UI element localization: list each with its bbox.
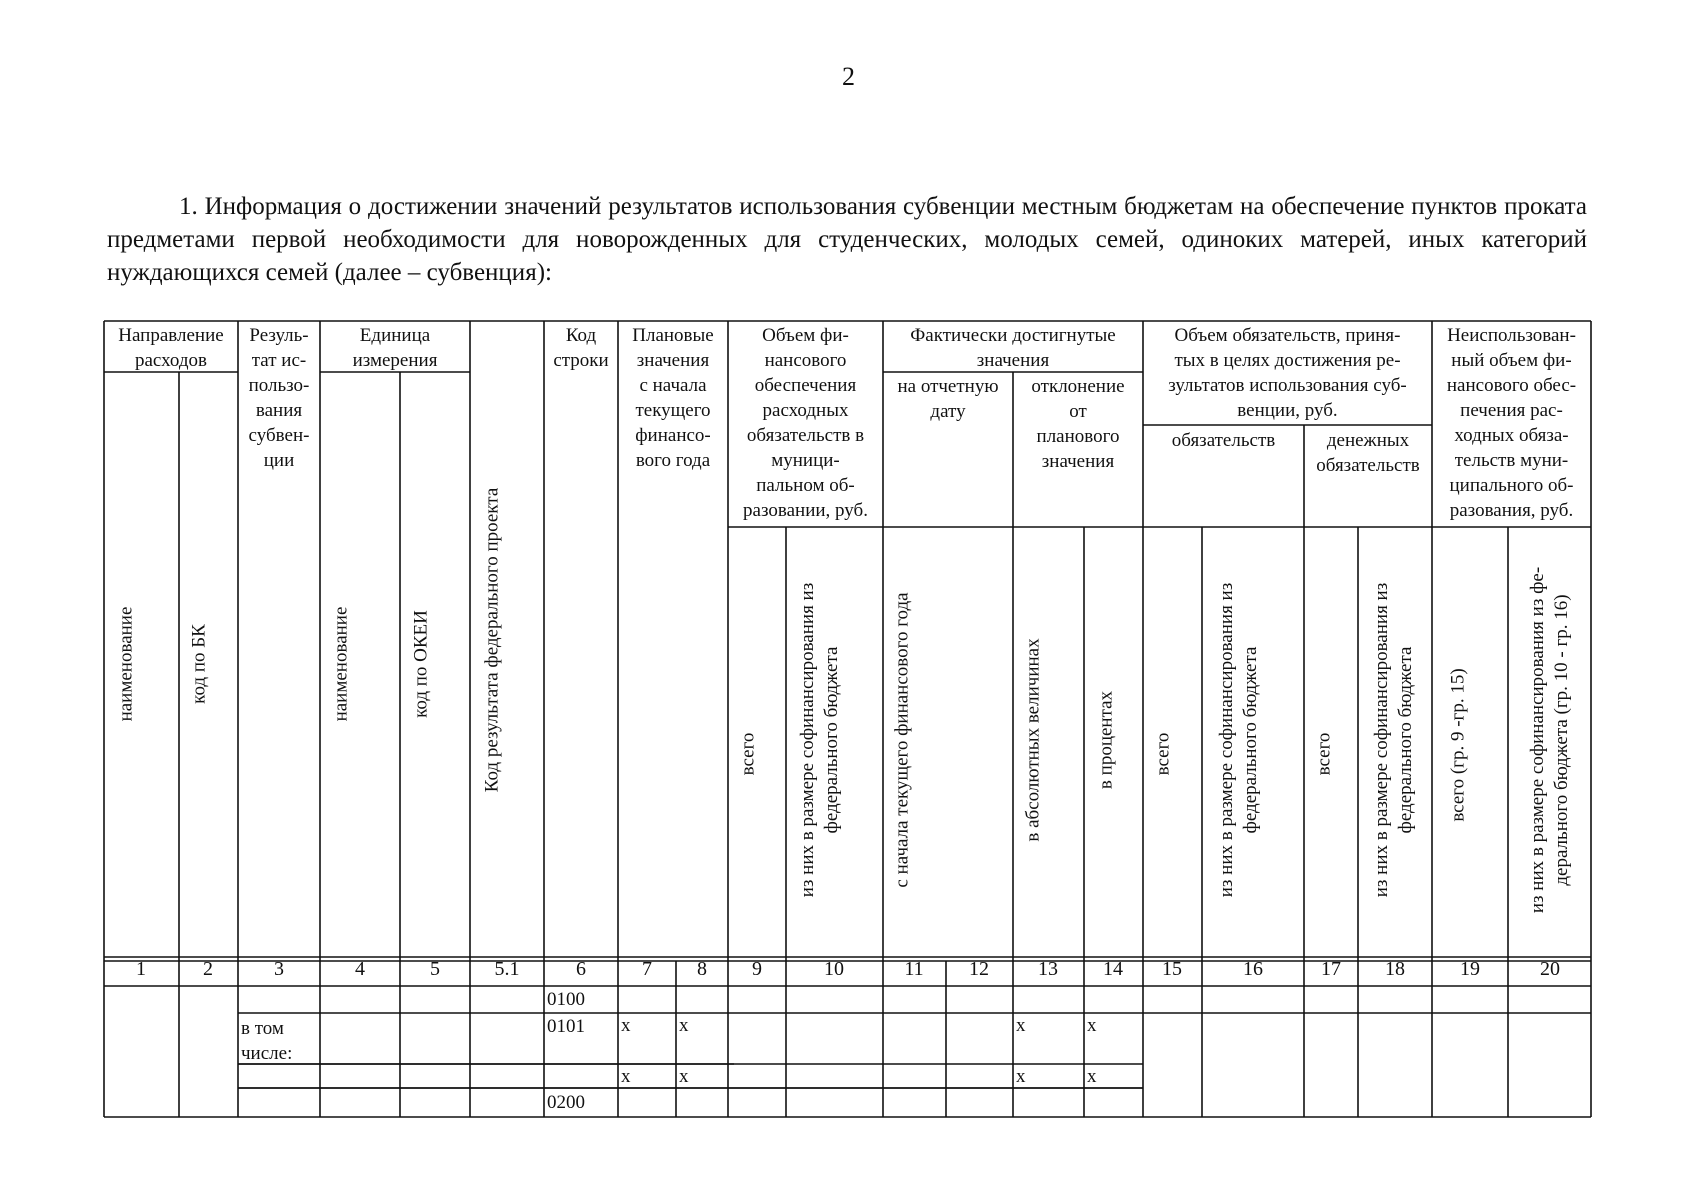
header-rezultat-line4: вания xyxy=(255,400,303,421)
header-otklonenie-line4: значения xyxy=(1041,451,1115,472)
vheader-s-nachala: с начала текущего финансового года xyxy=(891,592,913,888)
header-obem-obyaz-line4: венции, руб. xyxy=(1237,400,1338,421)
header-obem-obyaz-line3: зультатов использования суб- xyxy=(1168,375,1407,396)
header-edinica-line1: Единица xyxy=(359,325,431,346)
header-napravlenie-line2: расходов xyxy=(135,350,207,371)
col-num-12: 12 xyxy=(969,958,989,980)
col-num-15: 15 xyxy=(1162,958,1182,980)
header-planovye-line5: финансо- xyxy=(635,425,711,446)
vheader-iz-nih-18-line2: федерального бюджета xyxy=(1395,646,1416,834)
header-planovye-line6: вого года xyxy=(635,450,711,471)
col-num-10: 10 xyxy=(824,958,844,980)
header-kod-stroki-line2: строки xyxy=(553,350,609,371)
header-na-otchetnuyu-line1: на отчетную xyxy=(897,376,999,397)
header-napravlenie-line1: Направление xyxy=(118,325,224,346)
header-neispolz-line7: ципального об- xyxy=(1449,475,1574,496)
header-obyazatelstv: обязательств xyxy=(1171,430,1276,451)
row-code-0200: 0200 xyxy=(547,1092,585,1113)
row-code-0101: 0101 xyxy=(547,1016,585,1037)
x-mark: x xyxy=(679,1066,689,1087)
header-obem-fin-line5: обязательств в xyxy=(746,425,865,446)
col-num-5: 5 xyxy=(430,958,440,980)
header-na-otchetnuyu xyxy=(883,374,1013,424)
x-mark: x xyxy=(621,1066,631,1087)
col-num-14: 14 xyxy=(1103,958,1123,980)
x-mark: x xyxy=(679,1015,689,1036)
header-kod-stroki-line1: Код xyxy=(565,325,597,346)
col-num-8: 8 xyxy=(697,958,707,980)
vheader-iz-nih-16 xyxy=(1215,583,1263,897)
vheader-iz-nih-18-line1: из них в размере софинансирования из xyxy=(1371,582,1392,898)
header-obem-fin-line4: расходных xyxy=(762,400,849,421)
header-denezhnyh xyxy=(1304,428,1432,478)
intro-paragraph: 1. Информация о достижении значений результатов использования субвенции местным бюджетам на обеспечение пунктов проката предметами первой необходимости для новорожденных для студенческих, молодых семей, одиноких матерей, иных категорий нуждающихся семей (далее – субвенция): xyxy=(107,193,1587,286)
vheader-vsego-19: всего (гр. 9 -гр. 15) xyxy=(1447,668,1469,822)
header-rezultat xyxy=(238,323,320,473)
vheader-naimenovanie-1: наименование xyxy=(115,606,137,722)
vheader-v-procentah: в процентах xyxy=(1095,690,1117,790)
header-otklonenie-line2: от xyxy=(1069,401,1087,422)
col-num-20: 20 xyxy=(1540,958,1560,980)
vheader-iz-nih-10 xyxy=(796,583,844,897)
col-num-5-1: 5.1 xyxy=(494,958,520,980)
header-planovye xyxy=(618,323,728,473)
header-fakticheski xyxy=(883,323,1143,373)
vheader-kod-bk: код по БК xyxy=(188,624,210,704)
vheader-iz-nih-20-line1: из них в размере софинансирования из фе- xyxy=(1527,566,1548,914)
vheader-iz-nih-10-line2: федерального бюджета xyxy=(821,646,842,834)
header-fakticheski-line1: Фактически достигнутые xyxy=(910,325,1116,346)
col-num-19: 19 xyxy=(1460,958,1480,980)
header-neispolz-line5: ходных обяза- xyxy=(1454,425,1569,446)
header-rezultat-line5: субвен- xyxy=(248,425,310,446)
x-mark: x xyxy=(1016,1066,1026,1087)
header-planovye-line4: текущего xyxy=(635,400,711,421)
header-rezultat-line6: ции xyxy=(263,450,295,471)
col-num-16: 16 xyxy=(1243,958,1263,980)
header-planovye-line1: Плановые xyxy=(632,325,714,346)
row-v-tom-chisle-line1: в том xyxy=(241,1018,284,1039)
vheader-vsego-9: всего xyxy=(737,732,759,776)
header-otklonenie xyxy=(1013,374,1143,474)
header-fakticheski-line2: значения xyxy=(976,350,1050,371)
x-mark: x xyxy=(1087,1015,1097,1036)
header-obem-obyaz-line2: тых в целях достижения ре- xyxy=(1174,350,1401,371)
header-rezultat-line1: Резуль- xyxy=(249,325,309,346)
header-neispolz-line2: ный объем фи- xyxy=(1451,350,1572,371)
header-na-otchetnuyu-line2: дату xyxy=(930,401,966,422)
col-num-11: 11 xyxy=(904,958,924,980)
header-kod-stroki xyxy=(544,323,618,373)
vheader-iz-nih-20 xyxy=(1526,567,1574,913)
x-mark: x xyxy=(1016,1015,1026,1036)
header-obem-fin-line3: обеспечения xyxy=(754,375,857,396)
header-obem-obyaz xyxy=(1143,323,1432,423)
vheader-iz-nih-18 xyxy=(1370,583,1418,897)
vheader-iz-nih-10-line1: из них в размере софинансирования из xyxy=(797,582,818,898)
vheader-iz-nih-16-line1: из них в размере софинансирования из xyxy=(1216,582,1237,898)
header-planovye-line2: значения xyxy=(636,350,710,371)
x-mark: x xyxy=(621,1015,631,1036)
vheader-vsego-15: всего xyxy=(1152,732,1174,776)
row-v-tom-chisle xyxy=(241,1016,292,1066)
header-napravlenie xyxy=(104,323,238,373)
header-denezhnyh-line1: денежных xyxy=(1326,430,1410,451)
vheader-vsego-17: всего xyxy=(1313,732,1335,776)
header-rezultat-line3: пользо- xyxy=(248,375,310,396)
col-num-1: 1 xyxy=(136,958,146,980)
vheader-naimenovanie-2: наименование xyxy=(330,606,352,722)
header-neispolz-line6: тельств муни- xyxy=(1454,450,1569,471)
col-num-13: 13 xyxy=(1038,958,1058,980)
header-rezultat-line2: тат ис- xyxy=(251,350,307,371)
col-num-3: 3 xyxy=(274,958,284,980)
row-v-tom-chisle-line2: числе: xyxy=(241,1043,293,1064)
header-otklonenie-line1: отклонение xyxy=(1031,376,1125,397)
vheader-iz-nih-20-line2: дерального бюджета (гр. 10 - гр. 16) xyxy=(1551,594,1572,886)
col-num-2: 2 xyxy=(203,958,213,980)
col-num-6: 6 xyxy=(576,958,586,980)
header-denezhnyh-line2: обязательств xyxy=(1316,455,1420,476)
header-obem-fin-line1: Объем фи- xyxy=(762,325,849,346)
header-edinica xyxy=(320,323,470,373)
vheader-v-absolyut: в абсолютных величинах xyxy=(1022,638,1044,842)
header-obem-fin-line8: разовании, руб. xyxy=(743,500,868,521)
x-mark: x xyxy=(1087,1066,1097,1087)
header-obem-obyaz-line1: Объем обязательств, приня- xyxy=(1174,325,1401,346)
vheader-kod-rezultata: Код результата федерального проекта xyxy=(481,487,503,793)
vheader-iz-nih-16-line2: федерального бюджета xyxy=(1240,646,1261,834)
page-number: 2 xyxy=(842,62,855,91)
header-neispolz-line8: разования, руб. xyxy=(1449,500,1574,521)
header-neispolz-line4: печения рас- xyxy=(1460,400,1563,421)
col-num-9: 9 xyxy=(752,958,762,980)
col-num-17: 17 xyxy=(1321,958,1341,980)
header-edinica-line2: измерения xyxy=(352,350,438,371)
header-obem-fin-line7: пальном об- xyxy=(756,475,855,496)
col-num-4: 4 xyxy=(355,958,365,980)
header-planovye-line3: с начала xyxy=(639,375,707,396)
header-neispolz-line3: нансового обес- xyxy=(1446,375,1577,396)
header-otklonenie-line3: планового xyxy=(1036,426,1120,447)
header-obem-fin-line6: муници- xyxy=(771,450,840,471)
header-neispolz-line1: Неиспользован- xyxy=(1447,325,1576,346)
vheader-kod-okei: код по ОКЕИ xyxy=(410,610,432,718)
header-obem-fin xyxy=(728,323,883,523)
col-num-18: 18 xyxy=(1385,958,1405,980)
col-num-7: 7 xyxy=(642,958,652,980)
row-code-0100: 0100 xyxy=(547,989,585,1010)
header-obem-fin-line2: нансового xyxy=(764,350,847,371)
header-neispolz xyxy=(1432,323,1591,523)
